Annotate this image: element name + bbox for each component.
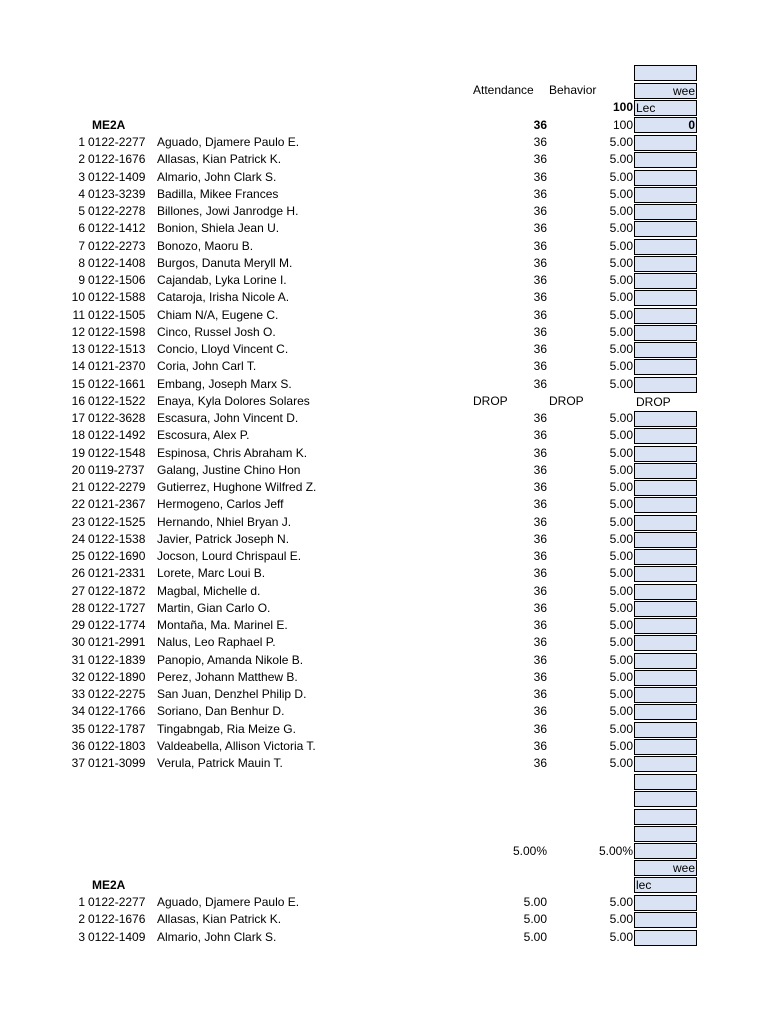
header-attendance: Attendance <box>473 83 534 97</box>
student-name: Concio, Lloyd Vincent C. <box>157 342 289 356</box>
row-number: 26 <box>71 566 85 581</box>
behavior-value: 5.00 <box>609 221 633 236</box>
score-cell[interactable] <box>634 670 697 686</box>
row-number: 8 <box>78 255 85 270</box>
student-name: Almario, John Clark S. <box>157 929 277 944</box>
row-number: 22 <box>71 497 85 512</box>
attendance-value: 36 <box>533 497 547 512</box>
student-id: 0122-1787 <box>88 721 146 736</box>
student-name: Magbal, Michelle d. <box>157 583 261 598</box>
student-id: 0121-2367 <box>88 497 146 512</box>
attendance-value: 36 <box>533 738 547 753</box>
footer-attendance-percent: 5.00% <box>512 844 547 858</box>
behavior-value: DROP <box>549 393 584 408</box>
attendance-value: 5.00 <box>523 929 547 944</box>
attendance-value: 36 <box>533 652 547 667</box>
student-id: 0122-1676 <box>88 152 146 167</box>
student-id: 0122-1890 <box>88 669 146 684</box>
attendance-value: 36 <box>533 186 547 201</box>
student-name: Hermogeno, Carlos Jeff <box>157 497 284 512</box>
behavior-value: 5.00 <box>609 895 633 909</box>
row-number: 13 <box>71 342 85 356</box>
student-id: 0122-1872 <box>88 583 146 598</box>
student-name: Verula, Patrick Mauin T. <box>157 756 283 770</box>
student-name: Hernando, Nhiel Bryan J. <box>157 514 292 529</box>
score-cell[interactable] <box>634 308 697 324</box>
student-id: 0121-2991 <box>88 635 146 650</box>
student-id: 0122-1492 <box>88 428 146 443</box>
row-number: 1 <box>78 135 85 149</box>
attendance-value: 36 <box>533 669 547 684</box>
student-id: 0122-3628 <box>88 411 146 425</box>
student-name: Escasura, John Vincent D. <box>157 411 299 425</box>
score-cell[interactable] <box>634 411 697 427</box>
score-cell[interactable] <box>634 446 697 462</box>
row-number: 3 <box>78 929 85 944</box>
student-id: 0122-1538 <box>88 531 146 546</box>
behavior-value: 5.00 <box>609 204 633 218</box>
row-number: 17 <box>71 411 85 425</box>
behavior-value: 5.00 <box>609 687 633 701</box>
behavior-value: 5.00 <box>609 186 633 201</box>
row-number: 4 <box>78 186 85 201</box>
grid-cell-blank[interactable] <box>634 809 697 825</box>
row-number: 27 <box>71 583 85 598</box>
behavior-value: 5.00 <box>609 359 633 374</box>
behavior-value: 5.00 <box>609 600 633 615</box>
student-id: 0122-1412 <box>88 221 146 236</box>
attendance-value: 36 <box>533 549 547 563</box>
header-total: 100 <box>612 100 633 114</box>
score-cell[interactable] <box>634 497 697 513</box>
student-id: 0122-1774 <box>88 618 146 632</box>
attendance-value: 36 <box>533 255 547 270</box>
score-cell[interactable] <box>634 135 697 151</box>
student-id: 0121-3099 <box>88 756 146 770</box>
score-cell[interactable] <box>634 152 697 168</box>
student-id: 0122-1513 <box>88 342 146 356</box>
row-number: 2 <box>78 152 85 167</box>
attendance-value: 36 <box>533 359 547 374</box>
row-number: 37 <box>71 756 85 770</box>
attendance-value: 36 <box>533 135 547 149</box>
attendance-value: 36 <box>533 445 547 460</box>
student-name: Allasas, Kian Patrick K. <box>157 152 282 167</box>
student-id: 0122-2275 <box>88 687 146 701</box>
header-lec-cell[interactable]: Lec <box>634 100 697 116</box>
behavior-value: 5.00 <box>609 618 633 632</box>
behavior-value: 5.00 <box>609 238 633 253</box>
behavior-value: 5.00 <box>609 635 633 650</box>
student-id: 0122-1525 <box>88 514 146 529</box>
row-number: 14 <box>71 359 85 374</box>
behavior-value: 5.00 <box>609 273 633 287</box>
attendance-value: 36 <box>533 411 547 425</box>
behavior-value: 5.00 <box>609 929 633 944</box>
row-number: 23 <box>71 514 85 529</box>
student-name: Enaya, Kyla Dolores Solares <box>157 393 310 408</box>
behavior-value: 5.00 <box>609 756 633 770</box>
student-id: 0122-1409 <box>88 929 146 944</box>
behavior-value: 5.00 <box>609 152 633 167</box>
score-cell[interactable] <box>634 635 697 651</box>
attendance-value: 36 <box>533 428 547 443</box>
behavior-value: 5.00 <box>609 255 633 270</box>
behavior-value: 5.00 <box>609 135 633 149</box>
behavior-value: 5.00 <box>609 376 633 391</box>
row-number: 9 <box>78 273 85 287</box>
attendance-value: 36 <box>533 721 547 736</box>
attendance-value: 36 <box>533 704 547 719</box>
row-number: 12 <box>71 324 85 339</box>
student-name: Billones, Jowi Janrodge H. <box>157 204 299 218</box>
student-name: Galang, Justine Chino Hon <box>157 462 301 477</box>
student-id: 0122-1548 <box>88 445 146 460</box>
score-cell[interactable] <box>634 515 697 531</box>
student-name: Cinco, Russel Josh O. <box>157 324 276 339</box>
student-id: 0122-2277 <box>88 135 146 149</box>
behavior-value: 5.00 <box>609 669 633 684</box>
row-number: 33 <box>71 687 85 701</box>
behavior-value: 5.00 <box>609 497 633 512</box>
behavior-value: 5.00 <box>609 531 633 546</box>
score-cell[interactable] <box>634 273 697 289</box>
row-number: 18 <box>71 428 85 443</box>
score-cell[interactable] <box>634 756 697 772</box>
row-number: 19 <box>71 445 85 460</box>
score-cell[interactable] <box>634 618 697 634</box>
score-cell[interactable] <box>634 290 697 306</box>
student-name: San Juan, Denzhel Philip D. <box>157 687 307 701</box>
section2-week-cell[interactable]: wee <box>634 860 697 876</box>
student-name: Aguado, Djamere Paulo E. <box>157 895 300 909</box>
score-cell[interactable] <box>634 566 697 582</box>
row-number: 5 <box>78 204 85 218</box>
score-cell-zero[interactable]: 0 <box>634 117 697 133</box>
student-name: Aguado, Djamere Paulo E. <box>157 135 300 149</box>
row-number: 20 <box>71 462 85 477</box>
footer-behavior-percent: 5.00% <box>598 844 633 858</box>
score-cell[interactable] <box>634 687 697 703</box>
score-cell[interactable] <box>634 912 697 928</box>
attendance-value: 5.00 <box>523 895 547 909</box>
behavior-value: 5.00 <box>609 480 633 494</box>
grid-cell-blank[interactable] <box>634 843 697 859</box>
score-cell[interactable] <box>634 601 697 617</box>
behavior-value: 5.00 <box>609 514 633 529</box>
attendance-value: 36 <box>533 583 547 598</box>
student-name: Coria, John Carl T. <box>157 359 257 374</box>
grid-cell-blank[interactable] <box>634 791 697 807</box>
student-name: Martin, Gian Carlo O. <box>157 600 271 615</box>
student-name: Javier, Patrick Joseph N. <box>157 531 290 546</box>
row-number: 10 <box>71 290 85 305</box>
score-cell[interactable] <box>634 170 697 186</box>
row-number: 29 <box>71 618 85 632</box>
score-cell[interactable] <box>634 463 697 479</box>
student-name: Bonion, Shiela Jean U. <box>157 221 280 236</box>
score-cell[interactable] <box>634 739 697 755</box>
attendance-value: 36 <box>533 273 547 287</box>
attendance-value: 36 <box>533 531 547 546</box>
behavior-value: 5.00 <box>609 912 633 927</box>
section2-class-name: ME2A <box>92 878 126 892</box>
attendance-value: 36 <box>533 566 547 581</box>
student-name: Allasas, Kian Patrick K. <box>157 912 282 927</box>
attendance-value: 36 <box>533 635 547 650</box>
student-id: 0122-1408 <box>88 255 146 270</box>
score-cell[interactable] <box>634 653 697 669</box>
student-name: Panopio, Amanda Nikole B. <box>157 652 304 667</box>
student-name: Cajandab, Lyka Lorine I. <box>157 273 287 287</box>
grid-cell-blank[interactable] <box>634 65 697 81</box>
score-cell[interactable] <box>634 325 697 341</box>
behavior-value: 5.00 <box>609 411 633 425</box>
attendance-value: 36 <box>533 514 547 529</box>
row-number: 11 <box>72 307 85 322</box>
score-cell[interactable] <box>634 239 697 255</box>
student-id: 0121-2331 <box>88 566 146 581</box>
student-id: 0122-1588 <box>88 290 146 305</box>
student-id: 0122-2273 <box>88 238 146 253</box>
student-id: 0122-2277 <box>88 895 146 909</box>
behavior-value: 5.00 <box>609 462 633 477</box>
student-name: Bonozo, Maoru B. <box>157 238 254 253</box>
attendance-value: 36 <box>533 204 547 218</box>
row-number: 25 <box>71 549 85 563</box>
score-cell[interactable] <box>634 722 697 738</box>
attendance-total: 36 <box>533 118 547 132</box>
row-number: 1 <box>78 895 85 909</box>
score-cell[interactable] <box>634 584 697 600</box>
attendance-value: 36 <box>533 756 547 770</box>
row-number: 2 <box>78 912 85 927</box>
student-name: Nalus, Leo Raphael P. <box>157 635 276 650</box>
attendance-value: 36 <box>533 221 547 236</box>
attendance-value: 36 <box>533 480 547 494</box>
behavior-value: 5.00 <box>609 307 633 322</box>
row-number: 24 <box>71 531 85 546</box>
attendance-value: 36 <box>533 600 547 615</box>
attendance-value: 36 <box>533 238 547 253</box>
behavior-value: 5.00 <box>609 324 633 339</box>
student-id: 0122-1409 <box>88 169 146 184</box>
attendance-value: 36 <box>533 152 547 167</box>
attendance-value: 36 <box>533 290 547 305</box>
student-id: 0122-1690 <box>88 549 146 563</box>
row-number: 35 <box>71 721 85 736</box>
behavior-value: 5.00 <box>609 549 633 563</box>
score-cell[interactable] <box>634 930 697 946</box>
row-number: 21 <box>71 480 85 494</box>
student-id: 0122-1505 <box>88 307 146 322</box>
student-name: Embang, Joseph Marx S. <box>157 376 292 391</box>
score-cell[interactable] <box>634 187 697 203</box>
student-id: 0122-1839 <box>88 652 146 667</box>
student-name: Valdeabella, Allison Victoria T. <box>157 738 316 753</box>
behavior-value: 5.00 <box>609 428 633 443</box>
attendance-value: 36 <box>533 169 547 184</box>
student-name: Espinosa, Chris Abraham K. <box>157 445 308 460</box>
score-cell[interactable] <box>634 428 697 444</box>
student-name: Lorete, Marc Loui B. <box>157 566 266 581</box>
student-name: Escosura, Alex P. <box>157 428 250 443</box>
score-cell[interactable] <box>634 204 697 220</box>
student-id: 0122-1598 <box>88 324 146 339</box>
student-name: Soriano, Dan Benhur D. <box>157 704 285 719</box>
behavior-value: 5.00 <box>609 583 633 598</box>
student-id: 0122-1522 <box>88 393 146 408</box>
drop-cell[interactable]: DROP <box>634 394 697 410</box>
student-id: 0122-2279 <box>88 480 146 494</box>
attendance-value: 36 <box>533 462 547 477</box>
behavior-value: 5.00 <box>609 342 633 356</box>
score-cell[interactable] <box>634 256 697 272</box>
row-number: 36 <box>71 738 85 753</box>
attendance-value: 36 <box>533 307 547 322</box>
student-id: 0122-2278 <box>88 204 146 218</box>
score-cell[interactable] <box>634 549 697 565</box>
student-name: Gutierrez, Hughone Wilfred Z. <box>157 480 317 494</box>
student-name: Tingabngab, Ria Meize G. <box>157 721 296 736</box>
attendance-value: 36 <box>533 324 547 339</box>
attendance-value: 36 <box>533 342 547 356</box>
score-cell[interactable] <box>634 532 697 548</box>
row-number: 6 <box>78 221 85 236</box>
row-number: 16 <box>71 393 85 408</box>
student-id: 0119-2737 <box>88 462 145 477</box>
row-number: 7 <box>78 238 85 253</box>
student-name: Montaña, Ma. Marinel E. <box>157 618 288 632</box>
student-id: 0122-1661 <box>88 376 146 391</box>
score-cell[interactable] <box>634 342 697 358</box>
attendance-value: 36 <box>533 376 547 391</box>
student-name: Badilla, Mikee Frances <box>157 186 279 201</box>
student-id: 0122-1676 <box>88 912 146 927</box>
student-id: 0121-2370 <box>88 359 146 374</box>
student-name: Chiam N/A, Eugene C. <box>157 307 279 322</box>
score-cell[interactable] <box>634 480 697 496</box>
student-id: 0122-1506 <box>88 273 146 287</box>
row-number: 15 <box>71 376 85 391</box>
attendance-value: 36 <box>533 687 547 701</box>
score-cell[interactable] <box>634 704 697 720</box>
attendance-value: 5.00 <box>523 912 547 927</box>
score-cell[interactable] <box>634 359 697 375</box>
behavior-value: 5.00 <box>609 652 633 667</box>
student-name: Burgos, Danuta Meryll M. <box>157 255 293 270</box>
row-number: 30 <box>71 635 85 650</box>
behavior-value: 5.00 <box>609 169 633 184</box>
row-number: 3 <box>78 169 85 184</box>
student-name: Almario, John Clark S. <box>157 169 277 184</box>
score-cell[interactable] <box>634 221 697 237</box>
student-id: 0122-1727 <box>88 600 146 615</box>
behavior-value: 5.00 <box>609 566 633 581</box>
student-name: Cataroja, Irisha Nicole A. <box>157 290 290 305</box>
student-id: 0123-3239 <box>88 186 146 201</box>
behavior-value: 5.00 <box>609 721 633 736</box>
student-id: 0122-1803 <box>88 738 146 753</box>
attendance-value: 36 <box>533 618 547 632</box>
behavior-value: 5.00 <box>609 290 633 305</box>
score-cell[interactable] <box>634 377 697 393</box>
score-cell[interactable] <box>634 895 697 911</box>
row-number: 31 <box>71 652 85 667</box>
header-behavior: Behavior <box>549 83 597 97</box>
row-number: 28 <box>71 600 85 615</box>
row-number: 32 <box>71 669 85 684</box>
section2-lec-cell[interactable]: lec <box>634 877 697 893</box>
behavior-value: 5.00 <box>609 704 633 719</box>
grid-cell-blank[interactable] <box>634 826 697 842</box>
grid-cell-blank[interactable] <box>634 774 697 790</box>
behavior-value: 5.00 <box>609 738 633 753</box>
student-id: 0122-1766 <box>88 704 146 719</box>
student-name: Perez, Johann Matthew B. <box>157 669 298 684</box>
header-week-cell[interactable]: wee <box>634 83 697 99</box>
behavior-value: 5.00 <box>609 445 633 460</box>
behavior-total: 100 <box>612 118 633 132</box>
attendance-value: DROP <box>473 393 508 408</box>
row-number: 34 <box>71 704 85 719</box>
student-name: Jocson, Lourd Chrispaul E. <box>157 549 302 563</box>
class-name: ME2A <box>92 118 126 132</box>
